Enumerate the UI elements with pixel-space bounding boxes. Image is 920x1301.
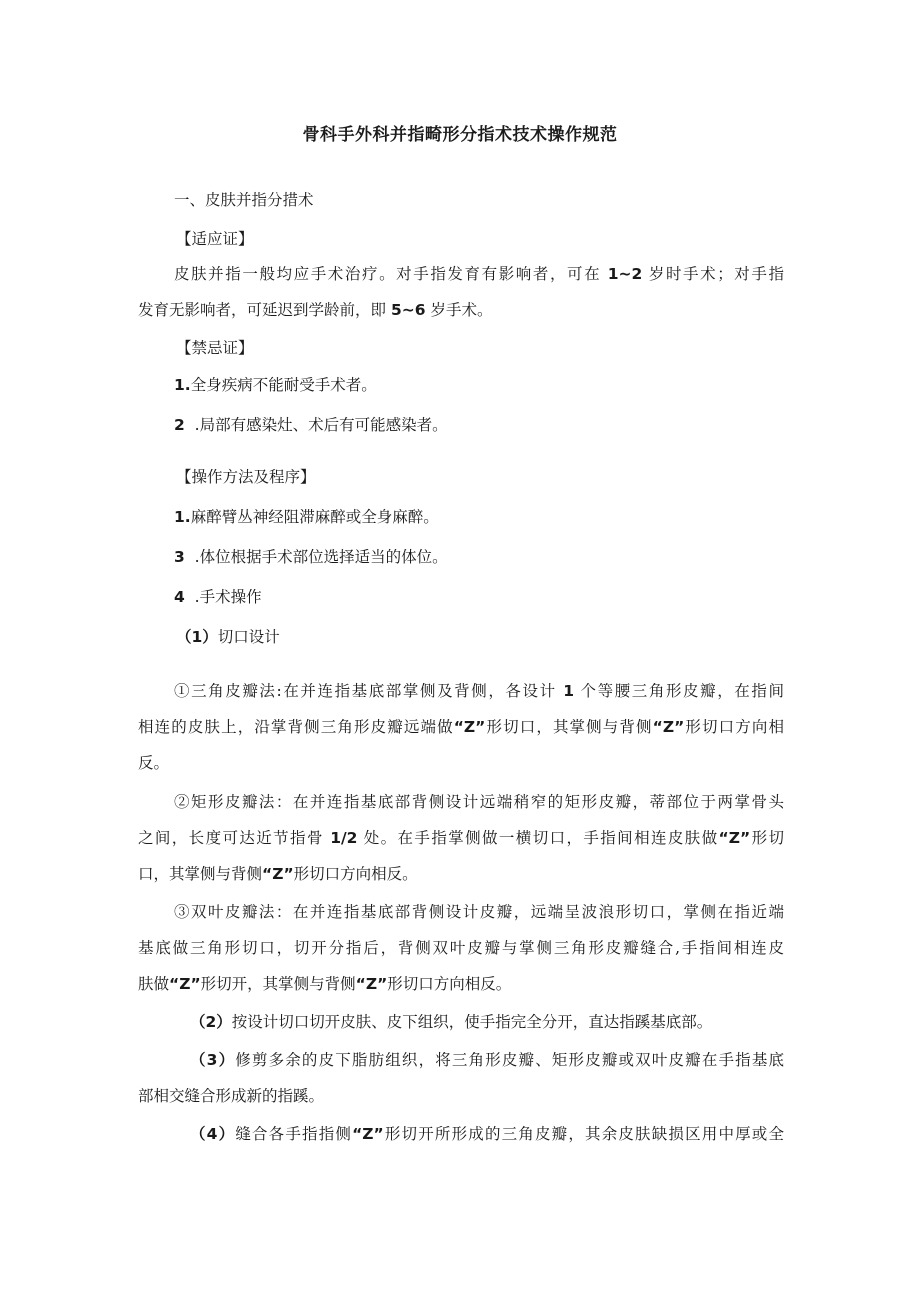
method-3-line1: ③双叶皮瓣法：在并连指基底部背侧设计皮瓣，远端呈波浪形切口，掌侧在指近端 xyxy=(174,903,784,921)
method-1-line3: 反。 xyxy=(138,754,170,772)
procedure-subitem-1: （1）切口设计 xyxy=(176,628,280,646)
method-2-line2: 之间，长度可达近节指骨 1/2 处。在手指掌侧做一横切口，手指间相连皮肤做“Z”形切 xyxy=(138,829,784,847)
method-1-line1: ①三角皮瓣法:在并连指基底部掌侧及背侧，各设计 1 个等腰三角形皮瓣，在指间 xyxy=(174,682,784,700)
method-1-line2: 相连的皮肤上，沿掌背侧三角形皮瓣远端做“Z”形切口，其掌侧与背侧“Z”形切口方向相 xyxy=(138,718,784,736)
procedure-subitem-3-line2: 部相交缝合形成新的指蹊。 xyxy=(138,1087,325,1105)
indications-paragraph-line2: 发育无影响者，可延迟到学龄前，即 5~6 岁手术。 xyxy=(138,301,493,319)
procedure-heading: 【操作方法及程序】 xyxy=(176,468,316,486)
method-3-line3: 肤做“Z”形切开，其掌侧与背侧“Z”形切口方向相反。 xyxy=(138,975,512,993)
indications-heading: 【适应证】 xyxy=(176,230,254,248)
document-title: 骨科手外科并指畸形分指术技术操作规范 xyxy=(302,125,618,145)
contraindications-heading: 【禁忌证】 xyxy=(176,339,254,357)
contraindication-item-2: 2 .局部有感染灶、术后有可能感染者。 xyxy=(174,416,448,434)
method-3-line2: 基底做三角形切口，切开分指后，背侧双叶皮瓣与掌侧三角形皮瓣缝合,手指间相连皮 xyxy=(138,939,784,957)
contraindication-item-1: 1.全身疾病不能耐受手术者。 xyxy=(174,376,377,394)
procedure-subitem-2: （2）按设计切口切开皮肤、皮下组织，使手指完全分开，直达指蹊基底部。 xyxy=(190,1013,713,1031)
procedure-subitem-4-line1: （4）缝合各手指指侧“Z”形切开所形成的三角皮瓣，其余皮肤缺损区用中厚或全 xyxy=(190,1125,784,1143)
procedure-item-1: 1.麻醉臂丛神经阻滞麻醉或全身麻醉。 xyxy=(174,508,439,526)
method-2-line3: 口，其掌侧与背侧“Z”形切口方向相反。 xyxy=(138,865,418,883)
procedure-item-4: 4 .手术操作 xyxy=(174,588,262,606)
procedure-subitem-3-line1: （3）修剪多余的皮下脂肪组织，将三角形皮瓣、矩形皮瓣或双叶皮瓣在手指基底 xyxy=(190,1051,784,1069)
method-2-line1: ②矩形皮瓣法：在并连指基底部背侧设计远端稍窄的矩形皮瓣，蒂部位于两掌骨头 xyxy=(174,793,784,811)
section-heading: 一、皮肤并指分措术 xyxy=(174,191,314,209)
indications-paragraph-line1: 皮肤并指一般均应手术治疗。对手指发育有影响者，可在 1~2 岁时手术；对手指 xyxy=(174,265,784,283)
procedure-item-3: 3 .体位根据手术部位选择适当的体位。 xyxy=(174,548,448,566)
